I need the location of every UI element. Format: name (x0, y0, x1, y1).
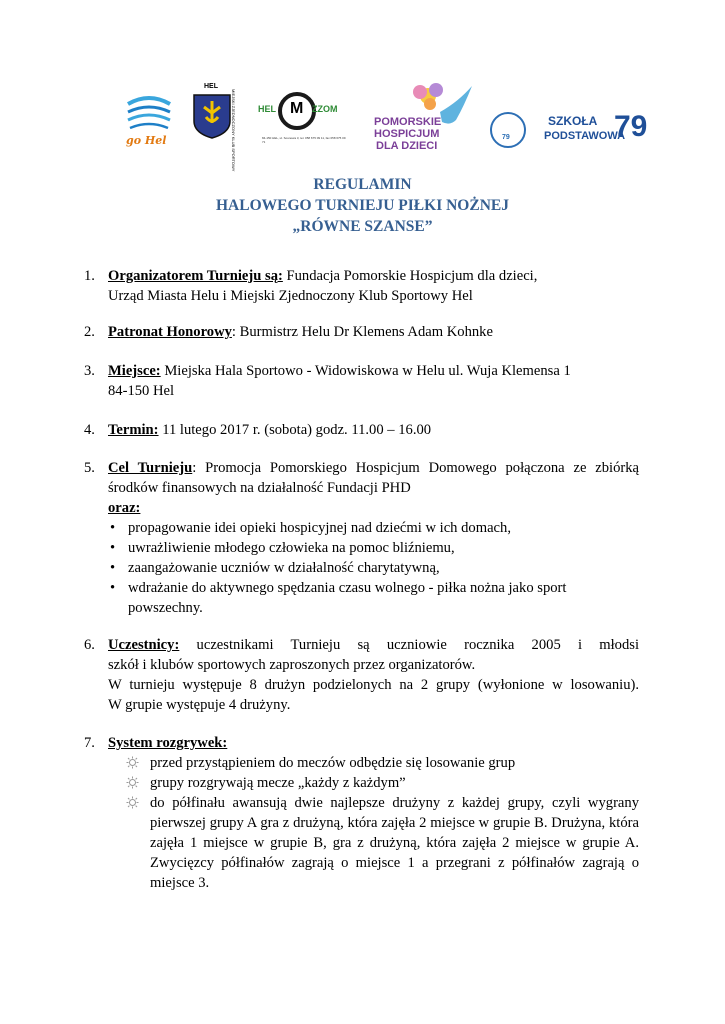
go-hel-logo (124, 90, 174, 154)
item-text: 84-150 Hel (108, 383, 175, 399)
sun-bullet-icon (126, 796, 139, 809)
go-hel-text: go Hel (126, 134, 167, 147)
bullet-icon: • (110, 520, 116, 536)
item-number: 7. (84, 735, 95, 751)
helmzzom-sub-text: 84-150 HEL, ul. Sosnowa 3, tel. 058 675 09 11, fax 058 675 09 71 (262, 136, 346, 144)
sp79-num: 79 (614, 110, 648, 143)
item-number: 5. (84, 460, 95, 476)
helmzzom-left-text: HEL (258, 104, 276, 114)
rule-item-7 (84, 733, 639, 893)
helmzzom-mid-text: M (290, 100, 304, 117)
list-item: • wdrażanie do aktywnego spędzania czasu wolnego - piłka nożna jako sport powszechny. (110, 580, 567, 616)
sp79-line1: SZKOŁA (548, 114, 598, 128)
item-text: Fundacja Pomorskie Hospicjum dla dzieci, (282, 268, 538, 284)
item-text: szkół i klubów sportowych zaproszonych przez organizatorów. (108, 657, 476, 673)
sun-bullet-icon (126, 756, 139, 769)
item-label: Termin: (108, 422, 159, 438)
sun-bullet-icon (126, 776, 139, 789)
list-item: grupy rozgrywają mecze „każdy z każdym” (126, 773, 639, 793)
item-text: W turnieju występuje 8 drużyn podzielonych na 2 grupy (wyłonione w losowaniu). (108, 677, 639, 693)
hospicjum-logo (374, 82, 486, 156)
bullet-icon: • (110, 540, 116, 556)
rule-item-2 (84, 322, 639, 342)
title-line-3: „RÓWNE SZANSE” (292, 218, 433, 235)
sp79-line2: PODSTAWOWA (544, 130, 626, 142)
item-label: Patronat Honorowy (108, 324, 232, 340)
title-line-2: HALOWEGO TURNIEJU PIŁKI NOŻNEJ (216, 197, 509, 214)
item-number: 1. (84, 268, 95, 284)
item-label: System rozgrywek: (108, 735, 228, 751)
item-label: Miejsce: (108, 363, 161, 379)
list-item: do półfinału awansują dwie najlepsze drużyny z każdej grupy, czyli wygrany pierwszej grupy A gra z drużyną, która zajęła 2 miejsce w grupie B. Drużyna, która zajęła 1 miejsce w grupie B, gra z drużyną, która zajęła 2 miejsce w grupie A. Zwycięzcy półfinałów zagrają o miejsce 1 a przegrani z półfinałów zagrają o miejsce 3. (126, 793, 639, 893)
item-text: środków finansowych na działalność Fundacji PHD (108, 480, 411, 496)
rule-item-5 (84, 458, 639, 618)
item-text: uczestnikami Turnieju są uczniowie rocznika 2005 i młodsi (179, 637, 639, 653)
item-number: 3. (84, 363, 95, 379)
item-subheading: oraz: (108, 500, 141, 516)
sp79-seal-logo (490, 112, 530, 152)
goals-list (106, 518, 639, 618)
rule-item-4 (84, 420, 639, 440)
list-item: przed przystąpieniem do meczów odbędzie się losowanie grup (126, 753, 639, 773)
logo-bar (0, 78, 725, 172)
item-text: Miejska Hala Sportowo - Widowiskowa w Helu ul. Wuja Klemensa 1 (160, 363, 571, 379)
list-item: • zaangażowanie uczniów w działalność charytatywną, (110, 560, 440, 576)
helmzzom-right-text: ZZOM (312, 104, 338, 114)
item-number: 4. (84, 422, 95, 438)
item-text: 11 lutego 2017 r. (sobota) godz. 11.00 – 16.00 (158, 422, 432, 438)
hospicjum-line1: POMORSKIE (374, 116, 442, 128)
list-item: • uwrażliwienie młodego człowieka na pomoc bliźniemu, (110, 540, 455, 556)
sp79-wordmark-logo (544, 110, 648, 154)
mzks-side-text: MIEJSKI ZJEDNOCZONY KLUB SPORTOWY (231, 89, 236, 172)
helmzzom-logo (258, 90, 346, 152)
sp79-seal-ring-icon (490, 112, 526, 148)
list-item: • propagowanie idei opieki hospicyjnej nad dziećmi w ich domach, (110, 520, 511, 536)
hospicjum-line2: HOSPICJUM (374, 128, 440, 140)
item-text: : Promocja Pomorskiego Hospicjum Domowego połączona ze zbiórką (192, 460, 639, 476)
title-line-1: REGULAMIN (313, 176, 412, 193)
rule-item-6 (84, 635, 639, 715)
item-label: Cel Turnieju (108, 460, 193, 476)
item-number: 2. (84, 324, 95, 340)
item-text: : Burmistrz Helu Dr Klemens Adam Kohnke (231, 324, 493, 340)
rule-item-1 (84, 266, 639, 306)
sp79-seal-num: 79 (502, 134, 510, 141)
item-label: Uczestnicy: (108, 637, 180, 653)
mzks-logo (186, 83, 248, 172)
bullet-icon: • (110, 560, 116, 576)
item-label: Organizatorem Turnieju są: (108, 268, 283, 284)
bullet-icon: • (110, 580, 116, 596)
rules-list (126, 753, 639, 893)
item-text: W grupie występuje 4 drużyny. (108, 697, 291, 713)
mzks-top-text: HEL (204, 83, 218, 90)
hospicjum-line3: DLA DZIECI (376, 140, 438, 152)
item-text: Urząd Miasta Helu i Miejski Zjednoczony Klub Sportowy Hel (108, 288, 473, 304)
rule-item-3 (84, 361, 639, 401)
item-number: 6. (84, 637, 95, 653)
